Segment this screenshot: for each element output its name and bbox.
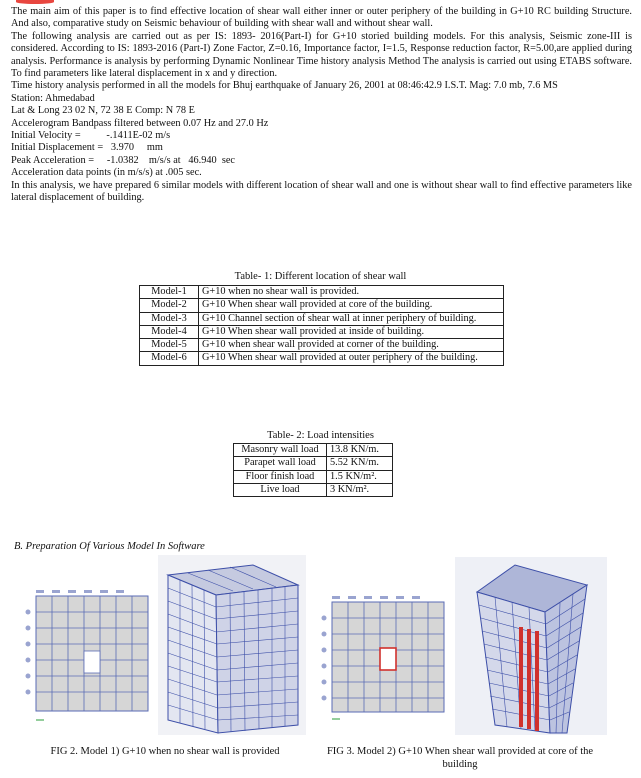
model2-3d-view-image: [455, 557, 607, 735]
paragraph: Station: Ahmedabad: [11, 92, 95, 104]
fig3-caption: FIG 3. Model 2) G+10 When shear wall provided at core of the building: [326, 746, 594, 770]
table-row: [140, 325, 504, 338]
desc-cell: G+10 When shear wall provided at inside of building.: [199, 325, 504, 338]
header-accent-mark: [16, 0, 54, 4]
table-row: [234, 483, 393, 496]
load-value-cell: 3 KN/m².: [327, 483, 393, 496]
load-name-cell: Live load: [234, 483, 327, 496]
table-row: [234, 470, 393, 483]
paragraph: Acceleration data points (in m/s/s) at .005 sec.: [11, 167, 202, 179]
paragraph: Initial Velocity = -.1411E-02 m/s: [11, 130, 171, 142]
table1-caption: Table- 1: Different location of shear wall: [234, 271, 407, 282]
table-row: [234, 444, 393, 457]
model-cell: Model-2: [140, 299, 199, 312]
desc-cell: G+10 When shear wall provided at core of the building.: [199, 299, 504, 312]
model1-plan-view-image: [22, 572, 152, 727]
paragraph: Peak Acceleration = -1.0382 m/s/s at 46.940 sec: [11, 154, 235, 166]
paragraph: In this analysis, we have prepared 6 similar models with different location of shear wall and one is without shear wall to find effective parameters like lateral displacement of building.: [11, 179, 632, 204]
table-shear-wall-locations: [139, 285, 504, 366]
table-row: [140, 312, 504, 325]
model-cell: Model-3: [140, 312, 199, 325]
load-value-cell: 5.52 KN/m.: [327, 457, 393, 470]
load-name-cell: Masonry wall load: [234, 444, 327, 457]
load-name-cell: Floor finish load: [234, 470, 327, 483]
paragraph: The following analysis are carried out as per IS: 1893- 2016(Part-I) for G+10 storied building models. For this analysis, Seismic zone-III is considered. According to IS: 1893-2016 (Part-I) Zone Factor, Z=0.16, Importance factor, I=1.5, Response reduction factor, R=5.00,are applied during analysis. Performance is analysis by performing Dynamic Nonlinear Time history analysis Method The analysis is carried out using ETABS software. To find parameters like lateral displacement in x and y direction.: [11, 30, 632, 80]
fig2-caption: FIG 2. Model 1) G+10 when no shear wall is provided: [50, 746, 280, 757]
model2-plan-view-image: [318, 582, 448, 724]
table2-caption: Table- 2: Load intensities: [267, 430, 374, 441]
model-cell: Model-5: [140, 339, 199, 352]
desc-cell: G+10 Channel section of shear wall at inner periphery of building.: [199, 312, 504, 325]
model-cell: Model-4: [140, 325, 199, 338]
body-text: [11, 6, 632, 205]
table-row: [140, 286, 504, 299]
section-heading: B. Preparation Of Various Model In Software: [14, 541, 205, 552]
load-value-cell: 1.5 KN/m².: [327, 470, 393, 483]
paragraph: The main aim of this paper is to find effective location of shear wall either inner or outer periphery of the building in G+10 RC building Structure. And also, comparative study on Seismic behaviour of building with shear wall and without shear wall.: [11, 6, 632, 30]
table-row: [140, 299, 504, 312]
desc-cell: G+10 when shear wall provided at corner of the building.: [199, 339, 504, 352]
table-row: [140, 352, 504, 365]
model1-3d-view-image: [158, 555, 306, 735]
load-name-cell: Parapet wall load: [234, 457, 327, 470]
model-cell: Model-6: [140, 352, 199, 365]
table-load-intensities: [233, 443, 393, 497]
table-row: [234, 457, 393, 470]
desc-cell: G+10 When shear wall provided at outer periphery of the building.: [199, 352, 504, 365]
paragraph: Accelerogram Bandpass filtered between 0.07 Hz and 27.0 Hz: [11, 117, 269, 129]
table-row: [140, 339, 504, 352]
load-value-cell: 13.8 KN/m.: [327, 444, 393, 457]
desc-cell: G+10 when no shear wall is provided.: [199, 286, 504, 299]
paragraph: Initial Displacement = 3.970 mm: [11, 142, 163, 154]
model-cell: Model-1: [140, 286, 199, 299]
paragraph: Lat & Long 23 02 N, 72 38 E Comp: N 78 E: [11, 105, 195, 117]
paragraph: Time history analysis performed in all the models for Bhuj earthquake of January 26, 2001 at 08:46:42.9 I.S.T. Mag: 7.0 mb, 7.6 MS: [11, 80, 558, 92]
